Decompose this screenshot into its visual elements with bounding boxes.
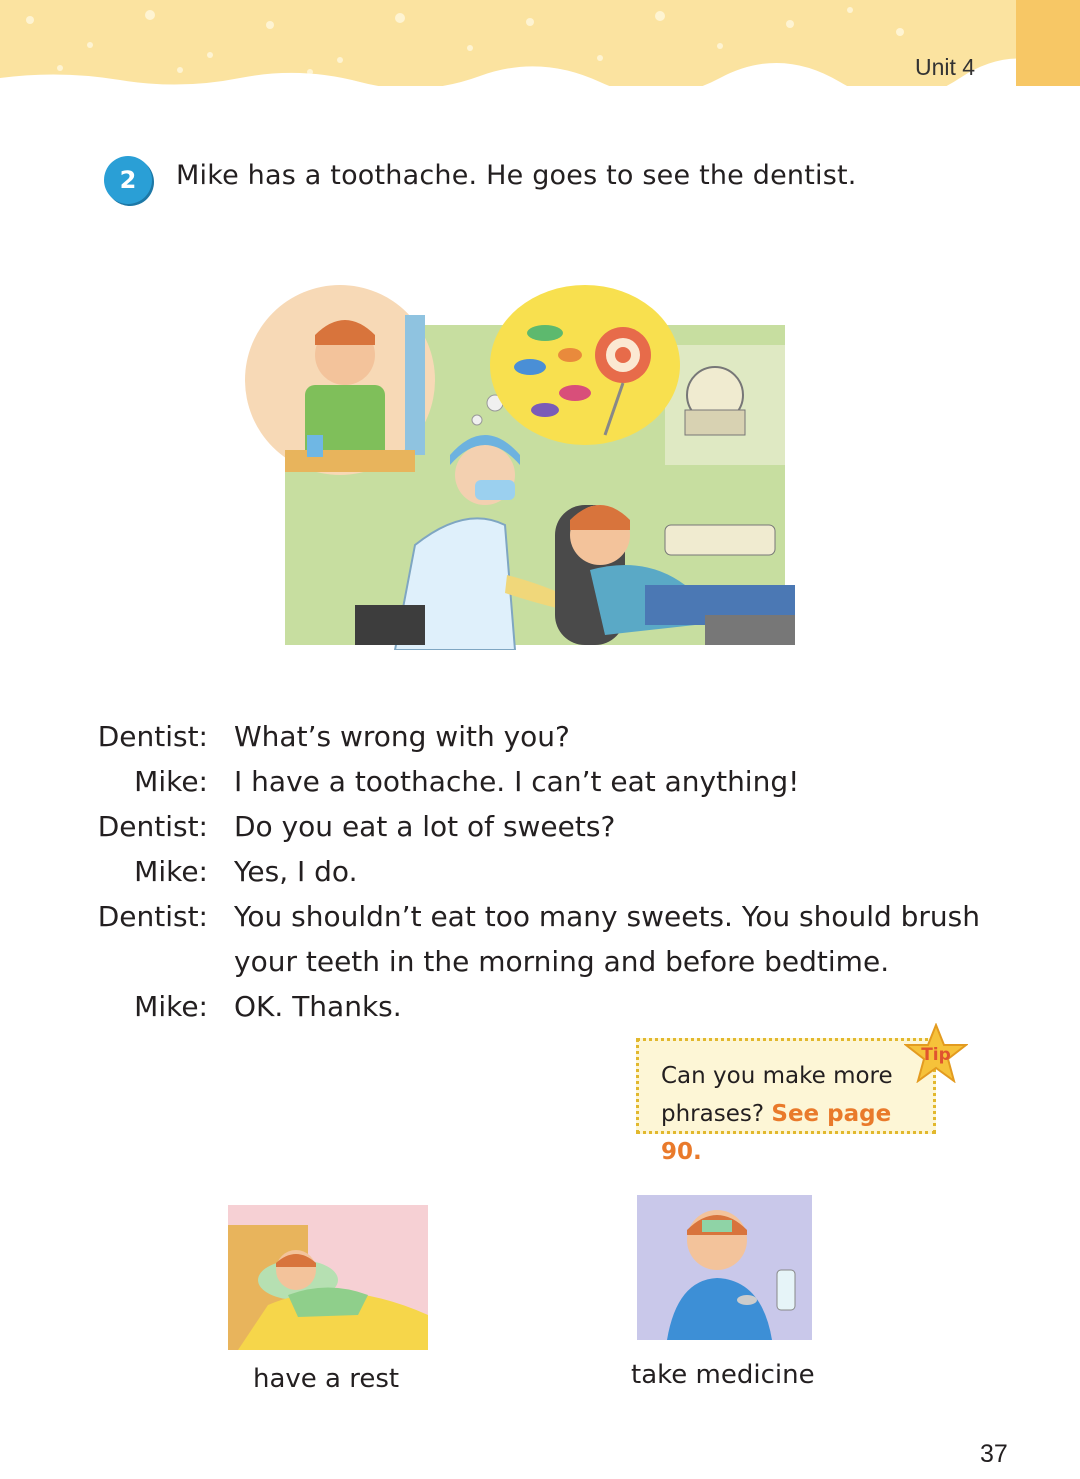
tip-badge-label: Tip <box>921 1045 951 1065</box>
unit-label: Unit 4 <box>915 54 976 80</box>
speaker-label: Mike: <box>134 990 208 1023</box>
dialogue-line <box>96 894 996 939</box>
speaker-label: Mike: <box>134 855 208 888</box>
dialogue-line <box>96 759 996 804</box>
speech-text: Yes, I do. <box>234 855 358 888</box>
dialogue <box>96 714 996 1029</box>
tip-box <box>636 1038 936 1165</box>
speech-text: You shouldn’t eat too many sweets. You should brush <box>234 900 981 933</box>
dialogue-line <box>96 804 996 849</box>
dialogue-line <box>96 714 996 759</box>
tip-line-2 <box>661 1095 933 1171</box>
phrase-caption: take medicine <box>631 1360 815 1390</box>
see-page-link[interactable]: See page 90. <box>661 1101 892 1165</box>
dialogue-line <box>96 939 996 984</box>
unit-tab <box>1016 0 1080 86</box>
speaker-label: Dentist: <box>97 810 208 843</box>
speech-text: What’s wrong with you? <box>234 720 570 753</box>
tip-line-2-prefix: phrases? <box>661 1101 765 1127</box>
tip-line-1: Can you make more <box>661 1063 893 1089</box>
exercise-instruction: Mike has a toothache. He goes to see the dentist. <box>176 160 857 191</box>
tip-star-icon <box>904 1023 968 1083</box>
tip-text <box>661 1057 933 1171</box>
speech-text: OK. Thanks. <box>234 990 402 1023</box>
dialogue-line <box>96 984 996 1029</box>
exercise-number-badge: 2 <box>104 156 152 204</box>
speech-text: I have a toothache. I can’t eat anything! <box>234 765 800 798</box>
take-medicine-illustration <box>637 1190 815 1340</box>
speaker-label: Mike: <box>134 765 208 798</box>
speaker-label <box>96 939 234 984</box>
page-number: 37 <box>980 1440 1008 1468</box>
dialogue-line <box>96 849 996 894</box>
speaker-label: Dentist: <box>97 720 208 753</box>
phrase-caption: have a rest <box>253 1364 400 1394</box>
dentist-scene-illustration <box>245 285 795 650</box>
speech-text: your teeth in the morning and before bedtime. <box>234 945 890 978</box>
speech-text: Do you eat a lot of sweets? <box>234 810 616 843</box>
speaker-label: Dentist: <box>97 900 208 933</box>
have-a-rest-illustration <box>228 1205 433 1353</box>
